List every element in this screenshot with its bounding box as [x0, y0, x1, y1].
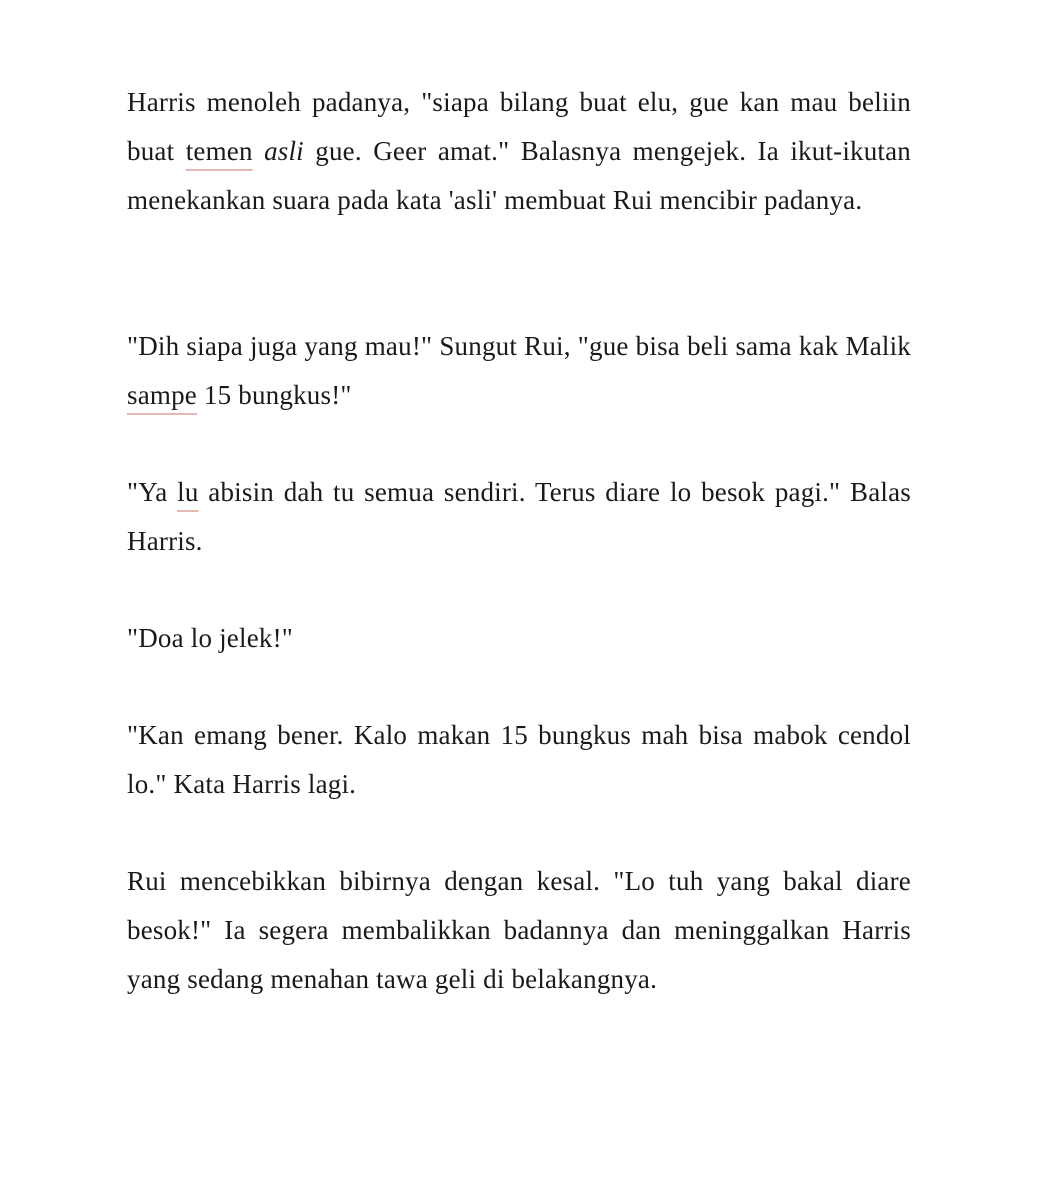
marked-word-lu[interactable]: lu — [177, 477, 199, 507]
marked-word-temen[interactable]: temen — [185, 136, 253, 166]
text-span: "Dih siapa juga yang mau!" Sungut Rui, "gue bisa beli sama kak Malik — [127, 331, 911, 361]
text-span: abisin dah tu semua sendiri. Terus diare lo besok pagi." Balas Harris. — [127, 477, 911, 556]
text-span: gue. Geer amat." Balasnya mengejek. Ia ikut-ikutan menekankan suara pada kata 'asli' membuat Rui mencibir padanya. — [127, 136, 912, 215]
paragraph-6 — [127, 857, 911, 1004]
paragraph-1 — [127, 78, 911, 225]
story-text — [127, 78, 911, 1004]
paragraph-3 — [127, 468, 911, 566]
text-span: Rui mencebikkan bibirnya dengan kesal. "Lo tuh yang bakal diare besok!" Ia segera membalikkan badannya dan meninggalkan Harris yang sedang menahan tawa geli di belakangnya. — [127, 866, 911, 994]
marked-word-sampe[interactable]: sampe — [127, 380, 197, 410]
text-span: 15 bungkus!" — [196, 380, 352, 410]
italic-word-asli: asli — [264, 136, 304, 166]
text-span: "Doa lo jelek!" — [127, 623, 293, 653]
text-span: Harris menoleh padanya, "siapa bilang buat elu, gue kan mau beliin buat — [127, 87, 911, 166]
paragraph-5 — [127, 711, 911, 809]
text-span: "Ya — [127, 477, 178, 507]
paragraph-2 — [127, 322, 911, 420]
paragraph-4 — [127, 614, 911, 663]
text-span — [253, 136, 264, 166]
text-span: "Kan emang bener. Kalo makan 15 bungkus mah bisa mabok cendol lo." Kata Harris lagi. — [127, 720, 911, 799]
